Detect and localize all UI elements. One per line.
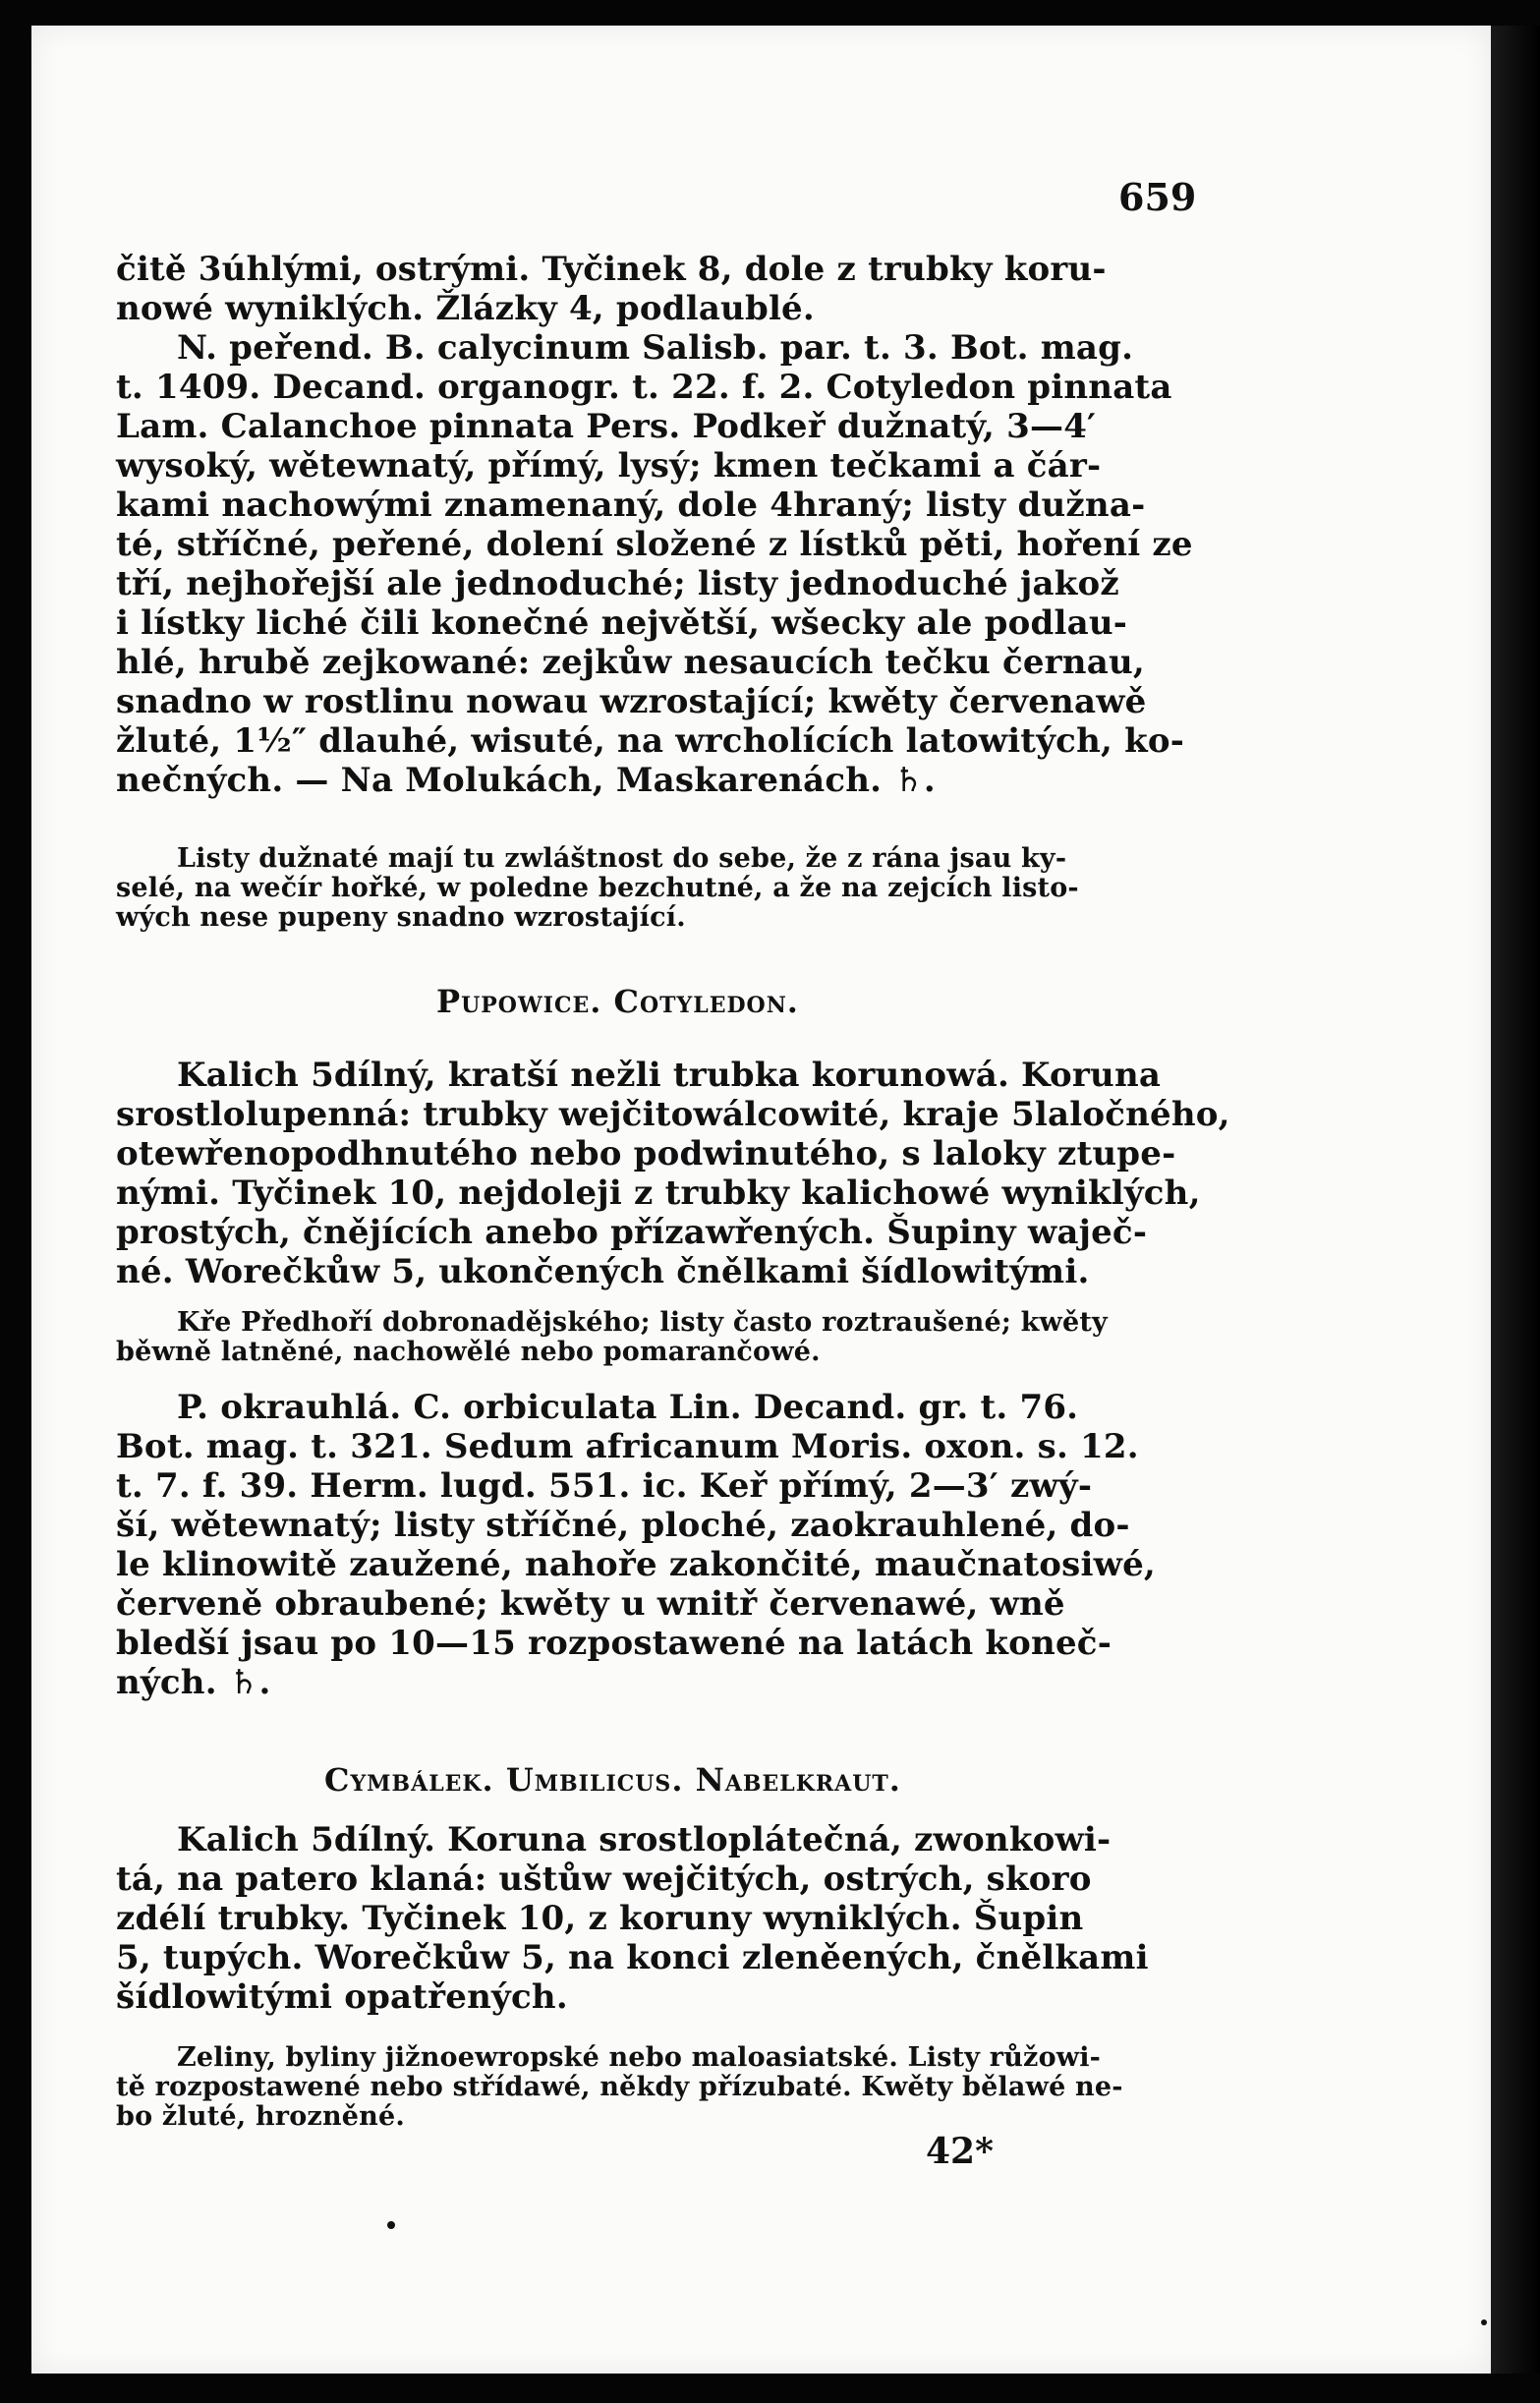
- page-number: 659: [1118, 175, 1197, 219]
- body-line: Bot. mag. t. 321. Sedum africanum Moris. oxon. s. 12.: [116, 1427, 1139, 1466]
- printer-signature: 42*: [926, 2131, 994, 2172]
- genus-description: [116, 1056, 1230, 1291]
- note-line: wých nese pupeny snadno wzrostající.: [116, 902, 686, 933]
- body-line: kami nachowými znamenaný, dole 4hraný; listy dužna-: [116, 486, 1146, 525]
- note-line: Zeliny, byliny jižnoewropské nebo maloasiatské. Listy růžowi-: [177, 2042, 1102, 2073]
- body-line: nými. Tyčinek 10, nejdoleji z trubky kalichowé wyniklých,: [116, 1173, 1201, 1213]
- body-line: i lístky liché čili konečné největší, wšecky ale podlau-: [116, 603, 1128, 643]
- body-line: P. okrauhlá. C. orbiculata Lin. Decand. gr. t. 76.: [177, 1388, 1079, 1427]
- body-line: tří, nejhořejší ale jednoduché; listy jednoduché jakož: [116, 564, 1119, 603]
- small-print-note: [116, 843, 1189, 932]
- body-line: le klinowitě zaužené, nahoře zakončité, maučnatosiwé,: [116, 1545, 1156, 1584]
- genus-description: [116, 1820, 1189, 2017]
- note-line: selé, na wečír hořké, w poledne bezchutné, a že na zejcích listo-: [116, 873, 1079, 903]
- body-line: bledší jsau po 10—15 rozpostawené na latách koneč-: [116, 1624, 1112, 1663]
- body-line: nowé wyniklých. Žlázky 4, podlaublé.: [116, 289, 815, 328]
- body-line: né. Worečkůw 5, ukončených čnělkami šídlowitými.: [116, 1252, 1090, 1291]
- body-line: žluté, 1½″ dlauhé, wisuté, na wrcholících latowitých, ko-: [116, 721, 1185, 761]
- small-print-note: [116, 1307, 1189, 1366]
- body-line: otewřenopodhnutého nebo podwinutého, s laloky ztupe-: [116, 1134, 1176, 1173]
- small-print-note: [116, 2042, 1189, 2131]
- body-line: wysoký, wětewnatý, přímý, lysý; kmen tečkami a čár-: [116, 446, 1102, 486]
- body-line: snadno w rostlinu nowau wzrostající; kwěty červenawě: [116, 682, 1147, 721]
- body-line: tá, na patero klaná: uštůw wejčitých, ostrých, skoro: [116, 1859, 1092, 1899]
- body-line: čitě 3úhlými, ostrými. Tyčinek 8, dole z trubky koru-: [116, 250, 1107, 289]
- body-line: 5, tupých. Worečkůw 5, na konci zleněených, čnělkami: [116, 1938, 1149, 1977]
- species-description: [116, 1388, 1189, 1702]
- body-line: nečných. — Na Molukách, Maskarenách. ♄.: [116, 761, 936, 800]
- note-line: Kře Předhoří dobronadějského; listy často roztraušené; kwěty: [177, 1307, 1108, 1338]
- body-line: ných. ♄.: [116, 1663, 271, 1702]
- body-line: srostlolupenná: trubky wejčitowálcowité, kraje 5laločného,: [116, 1095, 1230, 1134]
- body-line: šídlowitými opatřených.: [116, 1977, 568, 2017]
- body-line: zdélí trubky. Tyčinek 10, z koruny wyniklých. Šupin: [116, 1899, 1084, 1938]
- body-line: t. 7. f. 39. Herm. lugd. 551. ic. Keř přímý, 2—3′ zwý-: [116, 1466, 1093, 1506]
- body-line: ší, wětewnatý; listy stříčné, ploché, zaokrauhlené, do-: [116, 1506, 1130, 1545]
- body-line: Lam. Calanchoe pinnata Pers. Podkeř dužnatý, 3—4′: [116, 407, 1097, 446]
- body-line: prostých, čnějících anebo přízawřených. Šupiny waječ-: [116, 1213, 1148, 1252]
- body-line: hlé, hrubě zejkowané: zejkůw nesaucích tečku černau,: [116, 643, 1145, 682]
- ink-spot: [1481, 2319, 1487, 2325]
- body-line: červeně obraubené; kwěty u wnitř červenawé, wně: [116, 1584, 1065, 1624]
- page-edge-shadow: [1491, 26, 1540, 2374]
- body-line: N. peřend. B. calycinum Salisb. par. t. 3. Bot. mag.: [177, 328, 1134, 368]
- note-line: Listy dužnaté mají tu zwláštnost do sebe, že z rána jsau ky-: [177, 843, 1067, 874]
- genus-heading: Cymbálek. Umbilicus. Nabelkraut.: [324, 1761, 901, 1799]
- genus-heading: Pupowice. Cotyledon.: [436, 983, 799, 1020]
- note-line: běwně latněné, nachowělé nebo pomarančowé.: [116, 1337, 821, 1367]
- species-description: [116, 250, 1193, 800]
- body-line: t. 1409. Decand. organogr. t. 22. f. 2. Cotyledon pinnata: [116, 368, 1172, 407]
- body-line: Kalich 5dílný. Koruna srostloplátečná, zwonkowi-: [177, 1820, 1112, 1859]
- note-line: bo žluté, hrozněné.: [116, 2101, 405, 2132]
- note-line: tě rozpostawené nebo střídawé, někdy přízubaté. Kwěty bělawé ne-: [116, 2072, 1123, 2102]
- body-line: té, stříčné, peřené, dolení složené z lístků pěti, hoření ze: [116, 525, 1193, 564]
- body-line: Kalich 5dílný, kratší nežli trubka korunowá. Koruna: [177, 1056, 1162, 1095]
- ink-spot: [387, 2221, 395, 2229]
